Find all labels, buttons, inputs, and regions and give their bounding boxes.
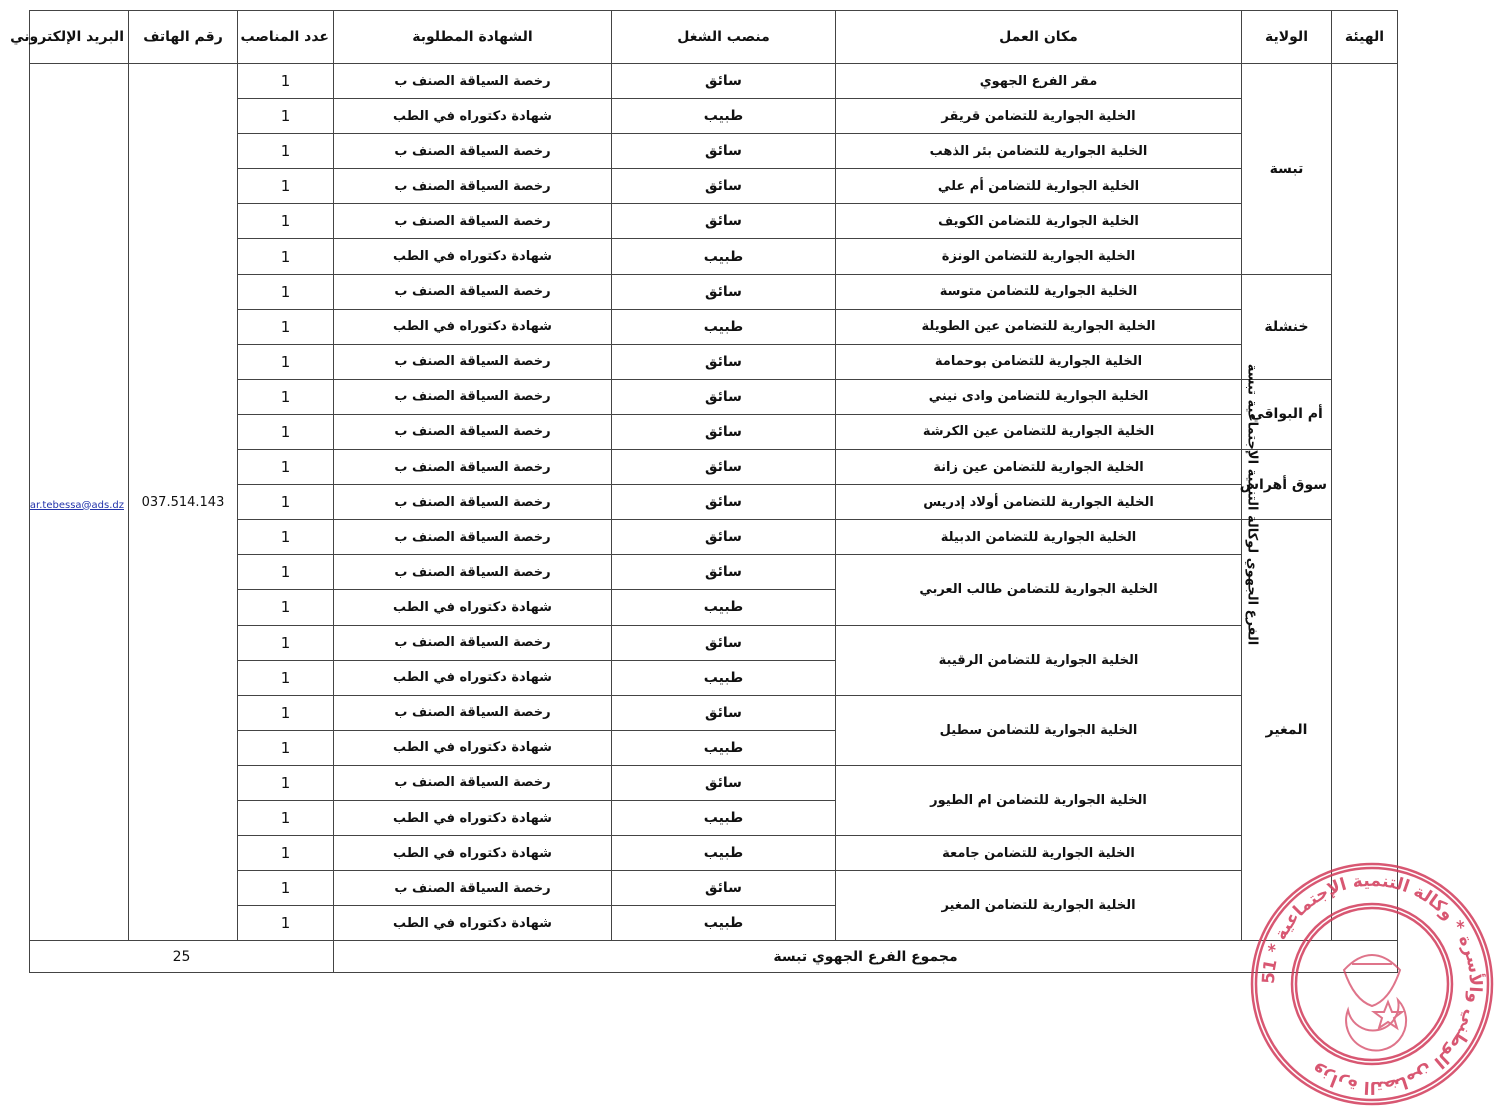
- post-cell: سائق: [612, 134, 836, 169]
- jobs-table: [10, 10, 1398, 973]
- post-cell: طبيب: [612, 906, 836, 941]
- cert-cell: شهادة دكتوراه في الطب: [334, 590, 612, 625]
- cert-cell: رخصة السياقة الصنف ب: [334, 344, 612, 379]
- cert-cell: رخصة السياقة الصنف ب: [334, 204, 612, 239]
- header-count: عدد المناصب: [238, 11, 334, 64]
- place-cell: الخلية الجوارية للتضامن الدبيلة: [836, 520, 1242, 555]
- place-cell: الخلية الجوارية للتضامن بئر الذهب: [836, 134, 1242, 169]
- post-cell: سائق: [612, 64, 836, 99]
- wilaya-cell: تبسة: [1242, 64, 1332, 275]
- email-link[interactable]: ar.tebessa@ads.dz: [29, 499, 124, 511]
- count-cell: 1: [238, 274, 334, 309]
- cert-cell: رخصة السياقة الصنف ب: [334, 555, 612, 590]
- body-name: الفرع الجهوي لوكالة التنمية الإجتماعية تبسة: [1244, 363, 1260, 645]
- cert-cell: رخصة السياقة الصنف ب: [334, 274, 612, 309]
- post-cell: طبيب: [612, 99, 836, 134]
- cert-cell: رخصة السياقة الصنف ب: [334, 169, 612, 204]
- place-cell: الخلية الجوارية للتضامن أم علي: [836, 169, 1242, 204]
- wilaya-cell: سوق أهراس: [1242, 450, 1332, 520]
- count-cell: 1: [238, 450, 334, 485]
- post-cell: سائق: [612, 414, 836, 449]
- post-cell: سائق: [612, 379, 836, 414]
- cert-cell: رخصة السياقة الصنف ب: [334, 520, 612, 555]
- post-cell: سائق: [612, 485, 836, 520]
- count-cell: 1: [238, 800, 334, 835]
- place-cell: الخلية الجوارية للتضامن قريقر: [836, 99, 1242, 134]
- cert-cell: شهادة دكتوراه في الطب: [334, 800, 612, 835]
- cert-cell: رخصة السياقة الصنف ب: [334, 414, 612, 449]
- phone-cell: 037.514.143: [129, 64, 238, 941]
- header-row: [30, 11, 1398, 64]
- header-body: الهيئة: [1332, 11, 1398, 64]
- post-cell: سائق: [612, 274, 836, 309]
- cert-cell: شهادة دكتوراه في الطب: [334, 99, 612, 134]
- count-cell: 1: [238, 64, 334, 99]
- place-cell: الخلية الجوارية للتضامن عين الكرشة: [836, 414, 1242, 449]
- post-cell: سائق: [612, 169, 836, 204]
- count-cell: 1: [238, 239, 334, 274]
- count-cell: 1: [238, 309, 334, 344]
- header-post: منصب الشغل: [612, 11, 836, 64]
- place-cell: الخلية الجوارية للتضامن أولاد إدريس: [836, 485, 1242, 520]
- table-row: [30, 64, 1398, 99]
- place-cell: الخلية الجوارية للتضامن جامعة: [836, 836, 1242, 871]
- count-cell: 1: [238, 379, 334, 414]
- place-cell: الخلية الجوارية للتضامن طالب العربي: [836, 555, 1242, 625]
- count-cell: 1: [238, 590, 334, 625]
- post-cell: سائق: [612, 765, 836, 800]
- count-cell: 1: [238, 99, 334, 134]
- count-cell: 1: [238, 695, 334, 730]
- cert-cell: رخصة السياقة الصنف ب: [334, 134, 612, 169]
- place-cell: الخلية الجوارية للتضامن الرقيبة: [836, 625, 1242, 695]
- place-cell: الخلية الجوارية للتضامن ام الطيور: [836, 765, 1242, 835]
- place-cell: الخلية الجوارية للتضامن متوسة: [836, 274, 1242, 309]
- count-cell: 1: [238, 520, 334, 555]
- cert-cell: رخصة السياقة الصنف ب: [334, 485, 612, 520]
- post-cell: طبيب: [612, 239, 836, 274]
- cert-cell: شهادة دكتوراه في الطب: [334, 836, 612, 871]
- count-cell: 1: [238, 204, 334, 239]
- cert-cell: شهادة دكتوراه في الطب: [334, 309, 612, 344]
- count-cell: 1: [238, 344, 334, 379]
- place-cell: الخلية الجوارية للتضامن الونزة: [836, 239, 1242, 274]
- header-place: مكان العمل: [836, 11, 1242, 64]
- cert-cell: رخصة السياقة الصنف ب: [334, 625, 612, 660]
- total-value: 25: [30, 941, 334, 973]
- post-cell: طبيب: [612, 730, 836, 765]
- cert-cell: شهادة دكتوراه في الطب: [334, 906, 612, 941]
- place-cell: الخلية الجوارية للتضامن المغير: [836, 871, 1242, 941]
- count-cell: 1: [238, 765, 334, 800]
- place-cell: الخلية الجوارية للتضامن الكويف: [836, 204, 1242, 239]
- cert-cell: شهادة دكتوراه في الطب: [334, 660, 612, 695]
- header-cert: الشهادة المطلوبة: [334, 11, 612, 64]
- cert-cell: شهادة دكتوراه في الطب: [334, 239, 612, 274]
- place-cell: الخلية الجوارية للتضامن سطيل: [836, 695, 1242, 765]
- cert-cell: شهادة دكتوراه في الطب: [334, 730, 612, 765]
- post-cell: سائق: [612, 871, 836, 906]
- total-label: مجموع الفرع الجهوي تبسة: [334, 941, 1398, 973]
- cert-cell: رخصة السياقة الصنف ب: [334, 765, 612, 800]
- count-cell: 1: [238, 555, 334, 590]
- post-cell: طبيب: [612, 836, 836, 871]
- count-cell: 1: [238, 730, 334, 765]
- cert-cell: رخصة السياقة الصنف ب: [334, 695, 612, 730]
- email-cell: [30, 64, 129, 941]
- post-cell: سائق: [612, 204, 836, 239]
- cert-cell: رخصة السياقة الصنف ب: [334, 450, 612, 485]
- post-cell: سائق: [612, 625, 836, 660]
- count-cell: 1: [238, 836, 334, 871]
- count-cell: 1: [238, 660, 334, 695]
- header-wilaya: الولاية: [1242, 11, 1332, 64]
- place-cell: الخلية الجوارية للتضامن عين الطويلة: [836, 309, 1242, 344]
- cert-cell: رخصة السياقة الصنف ب: [334, 871, 612, 906]
- post-cell: سائق: [612, 695, 836, 730]
- header-email: البريد الإلكتروني: [30, 11, 129, 64]
- place-cell: مقر الفرع الجهوي: [836, 64, 1242, 99]
- place-cell: الخلية الجوارية للتضامن عين زانة: [836, 450, 1242, 485]
- count-cell: 1: [238, 871, 334, 906]
- post-cell: سائق: [612, 555, 836, 590]
- post-cell: طبيب: [612, 590, 836, 625]
- header-phone: رقم الهاتف: [129, 11, 238, 64]
- count-cell: 1: [238, 625, 334, 660]
- total-row: [30, 941, 1398, 973]
- count-cell: 1: [238, 169, 334, 204]
- post-cell: سائق: [612, 520, 836, 555]
- post-cell: سائق: [612, 344, 836, 379]
- count-cell: 1: [238, 414, 334, 449]
- cert-cell: رخصة السياقة الصنف ب: [334, 64, 612, 99]
- wilaya-cell: المغير: [1242, 520, 1332, 941]
- stamp-text: وزارة التضامن الوطني والأسرة * وكالة التنمية الإجتماعية * 51: [1258, 870, 1486, 1098]
- place-cell: الخلية الجوارية للتضامن بوحمامة: [836, 344, 1242, 379]
- post-cell: سائق: [612, 450, 836, 485]
- count-cell: 1: [238, 485, 334, 520]
- count-cell: 1: [238, 134, 334, 169]
- post-cell: طبيب: [612, 800, 836, 835]
- count-cell: 1: [238, 906, 334, 941]
- place-cell: الخلية الجوارية للتضامن وادى نيني: [836, 379, 1242, 414]
- cert-cell: رخصة السياقة الصنف ب: [334, 379, 612, 414]
- wilaya-cell: خنشلة: [1242, 274, 1332, 379]
- post-cell: طبيب: [612, 309, 836, 344]
- post-cell: طبيب: [612, 660, 836, 695]
- wilaya-cell: أم البواقي: [1242, 379, 1332, 449]
